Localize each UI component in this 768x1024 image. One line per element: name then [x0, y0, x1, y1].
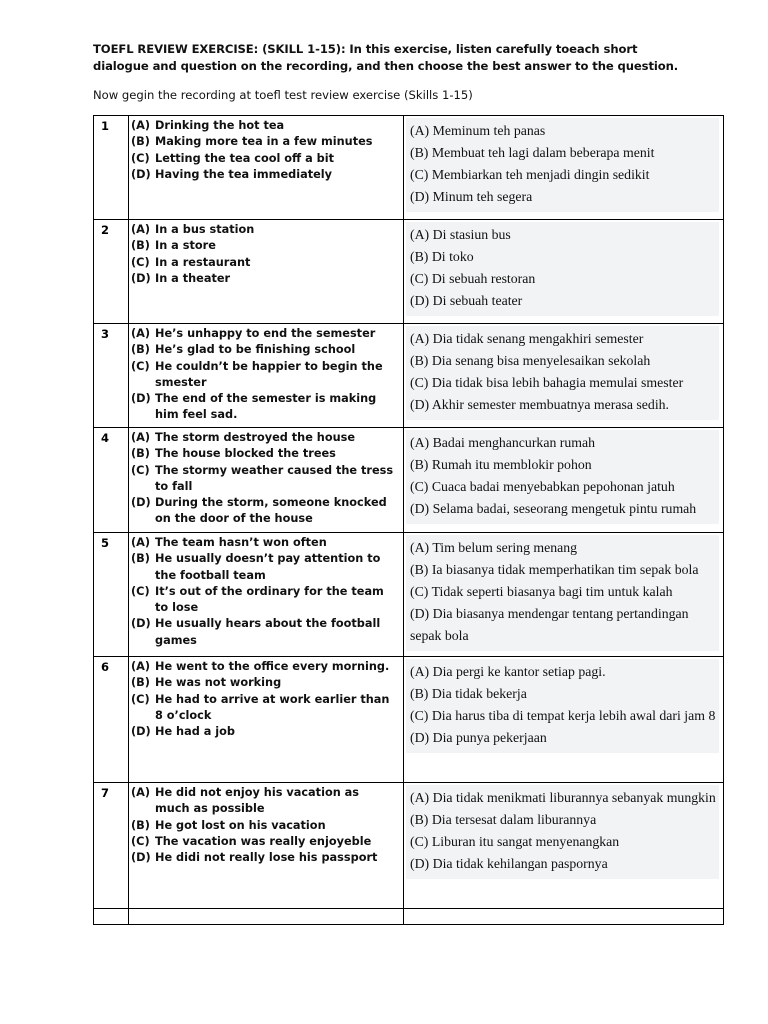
document-header — [93, 41, 693, 104]
translation-line: (A) Dia tidak senang mengakhiri semester — [410, 331, 644, 346]
question-row — [94, 657, 724, 783]
english-options-cell — [129, 220, 404, 324]
exercise-instructions: TOEFL REVIEW EXERCISE: (SKILL 1-15): In this exercise, listen carefully toeach short dialogue and question on the recording, and then choose the best answer to the question. — [93, 42, 679, 73]
translation-line: (A) Di stasiun bus — [410, 227, 511, 242]
answer-option — [131, 616, 401, 649]
option-label: (C) — [131, 255, 150, 269]
option-label: (B) — [131, 818, 150, 832]
exercise-subtitle: Now gegin the recording at toefl test review exercise (Skills 1-15) — [93, 88, 473, 102]
option-text: Letting the tea cool off a bit — [155, 151, 335, 165]
option-label: (A) — [131, 119, 151, 132]
option-text: He’s glad to be finishing school — [155, 343, 356, 357]
translation-box — [406, 659, 719, 753]
translation-cell — [404, 220, 724, 324]
option-text: Making more tea in a few minutes — [155, 135, 373, 149]
translation-box — [406, 326, 719, 420]
answer-option — [131, 359, 401, 392]
translation-line: (C) Dia tidak bisa lebih bahagia memulai smester — [410, 375, 684, 390]
option-label: (C) — [131, 151, 150, 165]
translation-box — [406, 222, 719, 316]
option-label: (C) — [131, 359, 150, 373]
translation-line: (B) Dia senang bisa menyelesaikan sekolah — [410, 353, 651, 368]
translation-line: (A) Meminum teh panas — [410, 123, 546, 138]
english-options-cell — [129, 324, 404, 428]
answer-option — [131, 238, 401, 254]
option-text: In a restaurant — [155, 255, 251, 269]
option-text: He’s unhappy to end the semester — [155, 327, 376, 340]
answer-option — [131, 659, 401, 675]
answer-option — [131, 535, 401, 551]
empty-cell — [129, 909, 404, 925]
answer-option — [131, 850, 401, 866]
translation-line: (D) Di sebuah teater — [410, 293, 523, 308]
answer-option — [131, 430, 401, 446]
translation-cell — [404, 533, 724, 657]
option-label: (D) — [131, 851, 151, 865]
question-number: 6 — [94, 657, 129, 783]
answer-option — [131, 495, 401, 528]
option-text: During the storm, someone knocked on the door of the house — [155, 496, 387, 526]
translation-box — [406, 785, 719, 879]
option-label: (C) — [131, 834, 150, 848]
question-row — [94, 428, 724, 533]
answer-option — [131, 818, 401, 834]
answer-option — [131, 271, 401, 287]
option-text: It’s out of the ordinary for the team to lose — [155, 584, 384, 615]
answer-option — [131, 551, 401, 584]
empty-row — [94, 909, 724, 925]
answer-option — [131, 326, 401, 342]
option-label: (D) — [131, 392, 151, 406]
option-label: (B) — [131, 447, 150, 461]
answer-option — [131, 785, 401, 818]
question-number: 3 — [94, 324, 129, 428]
option-label: (A) — [131, 223, 151, 236]
translation-line: (D) Dia punya pekerjaan — [410, 730, 547, 745]
empty-cell — [404, 909, 724, 925]
translation-box — [406, 118, 719, 212]
answer-option — [131, 675, 401, 691]
translation-line: (C) Tidak seperti biasanya bagi tim untuk kalah — [410, 584, 673, 599]
translation-line: (A) Dia tidak menikmati liburannya sebanyak mungkin — [410, 790, 716, 805]
translation-line: (D) Dia biasanya mendengar tentang pertandingan sepak bola — [410, 606, 689, 643]
answer-option — [131, 151, 401, 167]
option-text: The team hasn’t won often — [155, 536, 327, 549]
option-label: (B) — [131, 239, 150, 253]
translation-line: (B) Dia tersesat dalam liburannya — [410, 812, 597, 827]
option-text: He usually hears about the football games — [155, 617, 381, 647]
option-label: (C) — [131, 692, 150, 706]
question-number: 1 — [94, 116, 129, 220]
option-label: (B) — [131, 552, 150, 566]
option-text: In a store — [155, 239, 216, 253]
option-text: Drinking the hot tea — [155, 119, 285, 132]
empty-cell — [94, 909, 129, 925]
answer-option — [131, 692, 401, 725]
translation-cell — [404, 657, 724, 783]
option-text: The house blocked the trees — [155, 447, 336, 461]
translation-line: (C) Di sebuah restoran — [410, 271, 536, 286]
option-label: (C) — [131, 584, 150, 598]
question-row — [94, 220, 724, 324]
translation-line: (B) Dia tidak bekerja — [410, 686, 527, 701]
exercise-table — [93, 115, 724, 925]
option-text: He went to the office every morning. — [155, 660, 390, 673]
option-text: In a bus station — [155, 223, 255, 236]
translation-line: (C) Liburan itu sangat menyenangkan — [410, 834, 620, 849]
option-label: (D) — [131, 167, 151, 181]
translation-line: (D) Selama badai, seseorang mengetuk pintu rumah — [410, 501, 697, 516]
answer-option — [131, 134, 401, 150]
translation-line: (B) Di toko — [410, 249, 474, 264]
translation-cell — [404, 428, 724, 533]
option-text: He did not enjoy his vacation as much as possible — [155, 786, 360, 816]
question-number: 5 — [94, 533, 129, 657]
option-label: (A) — [131, 327, 151, 340]
option-label: (D) — [131, 271, 151, 285]
option-label: (D) — [131, 496, 151, 510]
translation-line: (A) Tim belum sering menang — [410, 540, 578, 555]
answer-option — [131, 463, 401, 496]
question-number: 4 — [94, 428, 129, 533]
option-text: He didi not really lose his passport — [155, 851, 378, 865]
english-options-cell — [129, 657, 404, 783]
translation-line: (C) Cuaca badai menyebabkan pepohonan jatuh — [410, 479, 675, 494]
option-text: The end of the semester is making him feel sad. — [155, 392, 377, 422]
option-text: In a theater — [155, 271, 231, 285]
option-label: (D) — [131, 725, 151, 739]
translation-line: (C) Dia harus tiba di tempat kerja lebih awal dari jam 8 — [410, 708, 716, 723]
answer-option — [131, 584, 401, 617]
option-label: (A) — [131, 786, 151, 799]
question-row — [94, 116, 724, 220]
english-options-cell — [129, 428, 404, 533]
question-number: 7 — [94, 783, 129, 909]
option-text: The vacation was really enjoyeble — [155, 834, 372, 848]
answer-option — [131, 342, 401, 358]
option-label: (A) — [131, 536, 151, 549]
translation-line: (A) Dia pergi ke kantor setiap pagi. — [410, 664, 606, 679]
translation-box — [406, 430, 719, 524]
english-options-cell — [129, 783, 404, 909]
translation-cell — [404, 116, 724, 220]
option-label: (A) — [131, 431, 151, 444]
option-text: Having the tea immediately — [155, 167, 332, 181]
answer-option — [131, 167, 401, 183]
translation-line: (B) Membuat teh lagi dalam beberapa menit — [410, 145, 655, 160]
translation-cell — [404, 783, 724, 909]
answer-option — [131, 834, 401, 850]
option-text: He usually doesn’t pay attention to the football team — [155, 552, 381, 582]
translation-line: (D) Akhir semester membuatnya merasa sedih. — [410, 397, 669, 412]
translation-line: (A) Badai menghancurkan rumah — [410, 435, 596, 450]
option-text: He couldn’t be happier to begin the smester — [155, 359, 383, 389]
translation-line: (D) Dia tidak kehilangan paspornya — [410, 856, 608, 871]
translation-line: (B) Ia biasanya tidak memperhatikan tim sepak bola — [410, 562, 699, 577]
option-label: (D) — [131, 617, 151, 631]
answer-option — [131, 446, 401, 462]
question-row — [94, 783, 724, 909]
option-text: He was not working — [155, 676, 282, 690]
option-text: The storm destroyed the house — [155, 431, 356, 444]
option-label: (B) — [131, 343, 150, 357]
answer-option — [131, 222, 401, 238]
translation-box — [406, 535, 719, 651]
question-row — [94, 533, 724, 657]
answer-option — [131, 255, 401, 271]
answer-option — [131, 118, 401, 134]
english-options-cell — [129, 533, 404, 657]
answer-option — [131, 391, 401, 424]
translation-line: (C) Membiarkan teh menjadi dingin sedikit — [410, 167, 650, 182]
translation-line: (D) Minum teh segera — [410, 189, 533, 204]
option-label: (B) — [131, 676, 150, 690]
option-label: (C) — [131, 463, 150, 477]
option-text: The stormy weather caused the tress to fall — [155, 463, 394, 493]
translation-cell — [404, 324, 724, 428]
question-row — [94, 324, 724, 428]
option-text: He got lost on his vacation — [155, 818, 326, 832]
translation-line: (B) Rumah itu memblokir pohon — [410, 457, 592, 472]
question-number: 2 — [94, 220, 129, 324]
english-options-cell — [129, 116, 404, 220]
option-label: (B) — [131, 135, 150, 149]
option-text: He had a job — [155, 725, 236, 739]
option-text: He had to arrive at work earlier than 8 o’clock — [155, 692, 390, 722]
answer-option — [131, 724, 401, 740]
option-label: (A) — [131, 660, 151, 673]
